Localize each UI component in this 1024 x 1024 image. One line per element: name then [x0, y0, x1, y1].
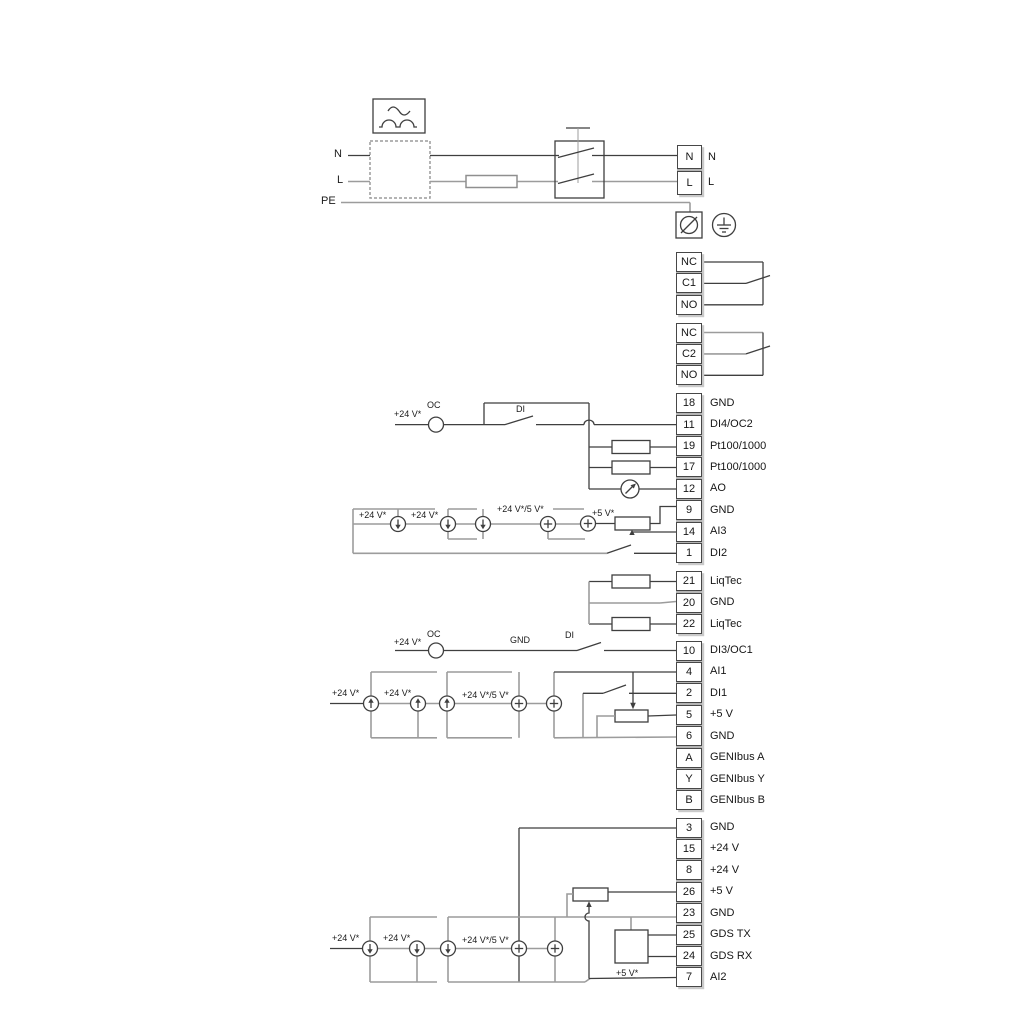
relay1-cell-2: NO [676, 295, 702, 315]
terminal-label-g2-7: GENIbus B [710, 793, 766, 806]
terminal-cell-g2-0: 10 [676, 641, 702, 661]
wire-label-di: DI [516, 404, 525, 414]
terminal-cell-g3-1: 15 [676, 839, 702, 859]
terminal-label-g0-5: GND [710, 503, 735, 516]
terminal-cell-g2-6: Y [676, 769, 702, 789]
terminal-label-g2-5: GENIbus A [710, 751, 765, 764]
mains-terminal-cell-0: N [677, 145, 702, 169]
wire-label-24v: +24 V* [384, 688, 412, 698]
mains-n-label: N [334, 148, 342, 160]
terminal-label-g3-4: GND [710, 906, 735, 919]
wire-label-5v: +5 V* [592, 508, 615, 518]
potentiometer-ai2 [573, 888, 608, 901]
wire-label-24v: +24 V* [411, 510, 439, 520]
wire-label-24v: +24 V* [332, 688, 360, 698]
terminal-label-g0-2: Pt100/1000 [710, 439, 767, 452]
wire-label-24v: +24 V* [383, 933, 411, 943]
current-source-symbols [363, 516, 596, 956]
wire-label-24v-5v: +24 V*/5 V* [462, 935, 509, 945]
wire-label-oc: OC [427, 400, 441, 410]
terminal-label-g3-5: GDS TX [710, 928, 751, 941]
terminal-label-g1-2: LiqTec [710, 617, 742, 630]
terminal-cell-g3-4: 23 [676, 903, 702, 923]
pt100-sensor-2 [589, 461, 676, 474]
liqtec-sensor-2 [612, 618, 650, 631]
terminal-cell-g0-0: 18 [676, 393, 702, 413]
wire-label-gnd: GND [510, 635, 530, 645]
mains-l-label: L [337, 174, 344, 186]
wire-label-24v: +24 V* [394, 409, 422, 419]
terminal-cell-g0-4: 12 [676, 479, 702, 499]
terminal-cell-g2-2: 2 [676, 683, 702, 703]
relay2-cell-0: NC [676, 323, 702, 343]
terminal-cell-g3-7: 7 [676, 967, 702, 987]
liqtec-circuit [589, 575, 676, 631]
terminal-label-g0-0: GND [710, 396, 735, 409]
terminal-cell-g3-5: 25 [676, 925, 702, 945]
ac-supply-symbol [373, 99, 425, 133]
terminal-label-g0-4: AO [710, 482, 726, 495]
terminal-label-g3-3: +5 V [710, 885, 733, 898]
terminal-cell-g3-0: 3 [676, 818, 702, 838]
terminal-label-g0-6: AI3 [710, 525, 727, 538]
terminal-cell-g0-3: 17 [676, 457, 702, 477]
relay2-cell-1: C2 [676, 344, 702, 364]
gds-sensor-box [615, 930, 648, 963]
wire-label-oc: OC [427, 629, 441, 639]
relay1-contact [702, 262, 770, 305]
potentiometer-ai1 [615, 710, 648, 722]
pt100-sensor-1 [589, 441, 676, 454]
analog-output-meter-icon [589, 480, 676, 498]
terminal-cell-g2-1: 4 [676, 662, 702, 682]
open-collector-icon [429, 417, 444, 432]
terminal-cell-g0-7: 1 [676, 543, 702, 563]
pe-screw-terminal [676, 212, 702, 238]
relay1-cell-0: NC [676, 252, 702, 272]
terminal-label-g2-6: GENIbus Y [710, 772, 765, 785]
terminal-label-g0-3: Pt100/1000 [710, 460, 767, 473]
terminal-cell-g2-4: 6 [676, 726, 702, 746]
terminal-label-g1-0: LiqTec [710, 574, 742, 587]
terminal-cell-g0-5: 9 [676, 500, 702, 520]
terminal-label-g2-1: AI1 [710, 665, 727, 678]
terminal-cell-g0-1: 11 [676, 415, 702, 435]
relay2-cell-2: NO [676, 365, 702, 385]
terminal-label-g3-7: AI2 [710, 970, 727, 983]
terminal-cell-g3-3: 26 [676, 882, 702, 902]
wire-label-5v: +5 V* [616, 968, 639, 978]
mains-terminal-label-0: N [708, 150, 716, 163]
terminal-cell-g1-2: 22 [676, 614, 702, 634]
protective-earth-symbol [713, 214, 736, 237]
terminal-label-g2-3: +5 V [710, 708, 733, 721]
wire-label-24v-5v: +24 V*/5 V* [462, 690, 509, 700]
wire-label-di: DI [565, 630, 574, 640]
terminal-cell-g1-0: 21 [676, 571, 702, 591]
wire-label-24v: +24 V* [359, 510, 387, 520]
terminal-label-g0-1: DI4/OC2 [710, 418, 753, 431]
potentiometer-ai3 [615, 517, 650, 530]
terminal-label-g1-1: GND [710, 596, 735, 609]
mains-fuse [466, 176, 517, 188]
ai1-di1-circuit [330, 672, 676, 738]
emc-filter-box [370, 141, 430, 198]
relay2-contact [702, 333, 770, 376]
terminal-cell-g1-1: 20 [676, 593, 702, 613]
ai2-gds-circuit [330, 828, 676, 982]
liqtec-sensor-1 [612, 575, 650, 588]
terminal-label-g3-0: GND [710, 821, 735, 833]
mains-terminal-cell-1: L [677, 171, 702, 195]
di3-input-circuit [395, 643, 676, 659]
terminal-label-g2-0: DI3/OC1 [710, 644, 753, 656]
wire-label-24v: +24 V* [332, 933, 360, 943]
terminal-cell-g2-5: A [676, 748, 702, 768]
terminal-label-g3-6: GDS RX [710, 949, 753, 962]
terminal-label-g2-2: DI1 [710, 686, 728, 699]
wire-label-24v-5v: +24 V*/5 V* [497, 504, 544, 514]
terminal-cell-g0-2: 19 [676, 436, 702, 456]
terminal-label-g2-4: GND [710, 729, 735, 742]
terminal-label-g3-1: +24 V [710, 842, 740, 855]
terminal-label-g3-2: +24 V [710, 863, 740, 876]
open-collector-icon [429, 643, 444, 658]
mains-terminal-label-1: L [708, 176, 715, 189]
terminal-cell-g3-2: 8 [676, 860, 702, 880]
mains-pe-label: PE [321, 195, 336, 207]
terminal-cell-g2-7: B [676, 790, 702, 810]
terminal-cell-g2-3: 5 [676, 705, 702, 725]
terminal-cell-g3-6: 24 [676, 946, 702, 966]
terminal-label-g0-7: DI2 [710, 546, 728, 559]
mains-switch [555, 128, 604, 198]
wire-label-24v: +24 V* [394, 637, 422, 647]
relay1-cell-1: C1 [676, 273, 702, 293]
terminal-cell-g0-6: 14 [676, 522, 702, 542]
